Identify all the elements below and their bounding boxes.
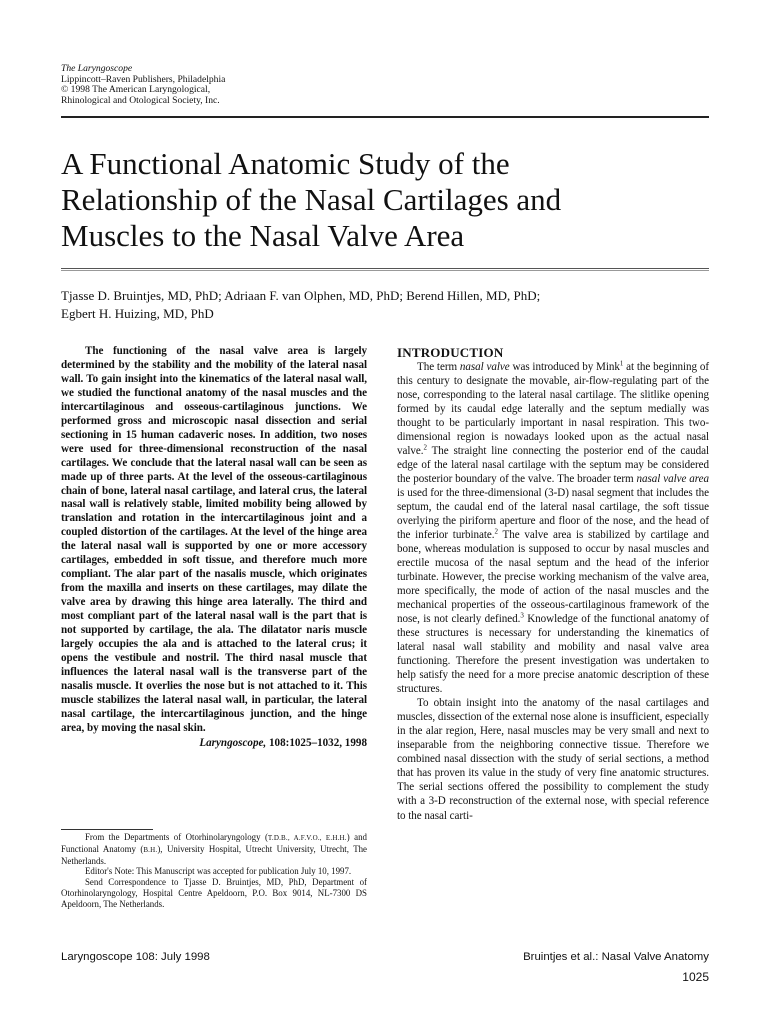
masthead-journal: The Laryngoscope	[61, 63, 133, 74]
introduction-paragraph-1	[397, 360, 709, 696]
fn1-part-b: ) and Functional Anatomy (	[61, 832, 367, 854]
reference-marker: 1	[619, 359, 624, 368]
title-line-2: Relationship of the Nasal Cartilages and	[61, 182, 562, 217]
p1-text-b: was introduced by Mink	[509, 361, 620, 373]
footnotes	[61, 832, 367, 910]
footer-running-head: Bruintjes et al.: Nasal Valve Anatomy	[523, 951, 709, 963]
footnote-affiliation	[61, 832, 367, 866]
right-column	[397, 345, 709, 823]
p1-text-e: is used for the three-dimensional (3-D) nasal segment that includes the septum, the caudal end of the lateral nasal cartilage, the soft tissue overlying the piriform aperture and floor of the nose, and the head of the inferior turbinate.	[397, 487, 709, 542]
citation-ref: 108:1025–1032, 1998	[269, 736, 367, 749]
left-column	[61, 345, 367, 750]
masthead	[61, 64, 361, 106]
abstract-text: The functioning of the nasal valve area is largely determined by the stability and the mobility of the lateral nasal wall. To gain insight into the kinematics of the lateral nasal wall, we studied the functional anatomy of the nasal muscles and the intercartilaginous and osseous-cartilaginous junctions. We performed gross and microscopic nasal dissection and serial sectioning in 15 human cadaveric noses. In addition, two noses were used for three-dimensional reconstruction of the nasal cartilages. We conclude that the lateral nasal wall can be seen as made up of three parts. At the level of the osseous-cartilaginous chain of bone, lateral nasal cartilage, and lateral crus, the lateral nasal wall is relatively stable, limited mobility being allowed by translation and rotation in the intercartilaginous joint and a coupled distortion of the cartilages. At the level of the hinge area the lateral nasal wall is supported by one or more accessory cartilages, embedded in soft tissue, and therefore much more compliant. The alar part of the nasalis muscle, which originates from the maxilla and inserts on these cartilages, may dilate the valve area by drawing this hinge area laterally. The third and most compliant part of the lateral nasal wall is the part that is not supported by cartilage, the ala. The dilatator naris muscle largely occupies the ala and is attached to the lateral crus; it opens the vestibule and nostril. The third nasal muscle that influences the lateral nasal wall is the transverse part of the nasalis muscle. It overlies the nose but is not attached to it. This muscle stabilizes the lateral nasal wall, in particular, the lateral nasal cartilage, the intercartilaginous junction, and the hinge area, by moving the nasal skin.	[61, 345, 367, 734]
reference-marker: 2	[494, 527, 498, 536]
article-title	[61, 146, 721, 254]
footnote-editor-note: Editor's Note: This Manuscript was accepted for publication July 10, 1997.	[85, 866, 352, 877]
p1-term-nasal-valve: nasal valve	[459, 361, 510, 373]
fn1-abbr-2: B.H.	[143, 845, 158, 854]
p1-text-a: The term	[417, 361, 460, 373]
title-rule	[61, 268, 709, 271]
fn1-part-a: From the Departments of Otorhinolaryngology (	[85, 832, 268, 842]
introduction-heading: INTRODUCTION	[397, 345, 504, 360]
footnote-correspondence: Send Correspondence to Tjasse D. Bruintjes, MD, PhD, Department of Otorhinolaryngology, Hospital Centre Apeldoorn, P.O. Box 9014, NL-7300 DS Apeldoorn, The Netherlands.	[61, 877, 367, 909]
top-rule	[61, 116, 709, 118]
page-number: 1025	[682, 970, 709, 984]
authors-line-2: Egbert H. Huizing, MD, PhD	[61, 305, 214, 321]
p1-text-c: at the beginning of this century to designate the movable, air-flow-regulating part of the nose, corresponding to the lateral nasal cartilage. The slitlike opening formed by its caudal edge laterally and the septum medially was thought to be particularly important in nasal respiration. This two-dimensional region is nowadays looked upon as the actual nasal valve.	[397, 361, 709, 458]
reference-marker: 2	[423, 443, 427, 452]
introduction-paragraph-2: To obtain insight into the anatomy of the nasal cartilages and muscles, dissection of the external nose alone is insufficient, especially in the alar region, Here, nasal muscles may be very small and next to inseparable from the neighboring connective tissue. Therefore we combined nasal dissection with the study of serial sections, a method that has proven its value in the study of very fine anatomic structures. The serial sections offered the possibility to complement the study with a 3-D reconstruction of the external nose, with special reference to the nasal carti-	[397, 697, 709, 822]
authors-line-1: Tjasse D. Bruintjes, MD, PhD; Adriaan F. van Olphen, MD, PhD; Berend Hillen, MD, PhD;	[61, 288, 541, 303]
p1-text-f: The valve area is stabilized by cartilage and bone, whereas modulation is supposed to occur by nasal muscles and erectile mucosa of the nasal septum and the head of the inferior turbinate. However, the precise working mechanism of the valve area, more specifically, the mode of action of the nasal muscles and the mechanical properties of the osseous-cartilaginous framework of the nose, is not clearly defined.	[397, 529, 709, 626]
reference-marker: 3	[520, 611, 524, 620]
p1-text-d: The straight line connecting the posterior end of the caudal edge of the lateral nasal cartilage with the septum may be considered the posterior boundary of the valve. The broader term	[397, 445, 709, 486]
fn1-part-c: ), University Hospital, Utrecht University, Utrecht, The Netherlands.	[61, 843, 367, 866]
footer-journal-issue: Laryngoscope 108: July 1998	[61, 951, 210, 963]
fn1-abbr-1: T.D.B., A.F.V.O., E.H.H.	[267, 834, 347, 842]
footnote-rule	[61, 829, 153, 830]
masthead-copyright: © 1998 The American Laryngological,	[61, 84, 211, 96]
citation-journal: Laryngoscope,	[199, 736, 267, 749]
p1-text-g: Knowledge of the functional anatomy of these structures is necessary for understanding the kinematics of lateral nasal wall stability and mobility and nasal valve area functioning. Therefore the present investigation was undertaken to help satisfy the need for a more precise anatomic description of these structures.	[397, 613, 709, 696]
title-line-1: A Functional Anatomic Study of the	[61, 146, 510, 181]
masthead-society: Rhinological and Otological Society, Inc.	[61, 94, 220, 106]
p1-term-nasal-valve-area: nasal valve area	[636, 473, 709, 486]
masthead-publisher: Lippincott–Raven Publishers, Philadelphia	[61, 73, 226, 85]
author-list	[61, 287, 721, 322]
abstract-citation	[61, 736, 367, 750]
title-line-3: Muscles to the Nasal Valve Area	[61, 218, 465, 253]
